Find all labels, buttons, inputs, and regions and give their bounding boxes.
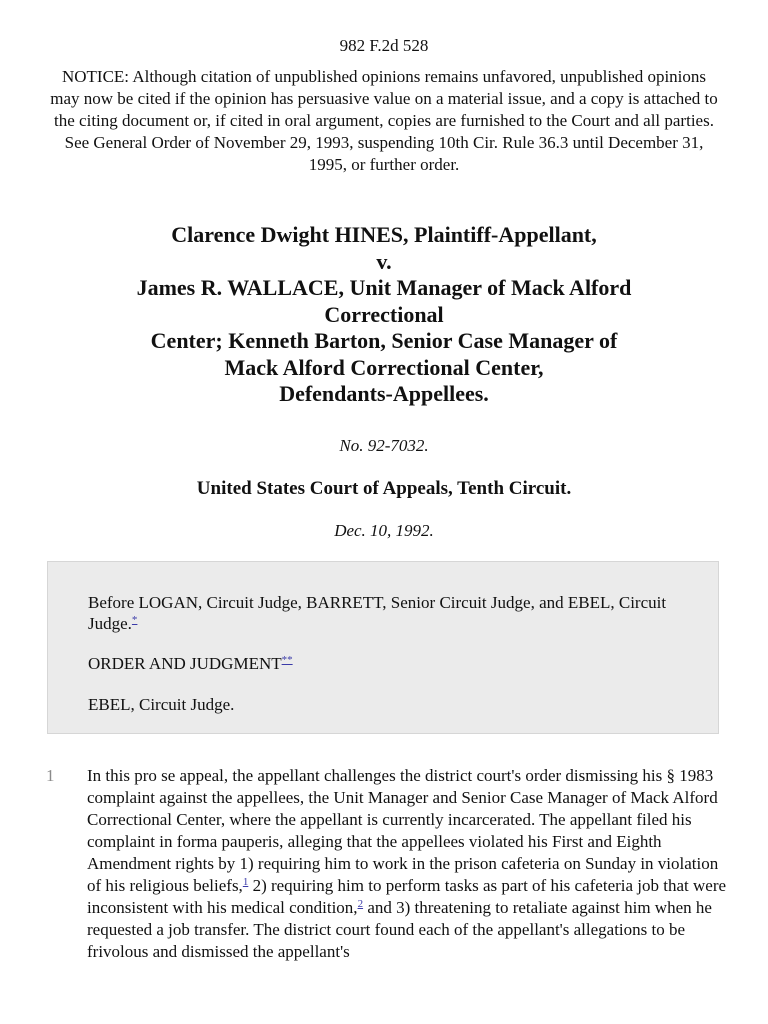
footnote-link-star[interactable]: * [131,614,138,626]
case-citation: 982 F.2d 528 [339,36,429,55]
paragraph-number: 1 [46,766,55,785]
court-name: United States Court of Appeals, Tenth Circuit. [196,478,572,499]
caption-defendant-line-1: James R. WALLACE, Unit Manager of Mack Alford [136,275,632,300]
opinion-author: EBEL, Circuit Judge. [88,695,235,714]
caption-defendant-line-3: Center; Kenneth Barton, Senior Case Manager of [150,328,618,353]
caption-defendant-line-5: Defendants-Appellees. [279,381,489,406]
footnote-link-1[interactable]: 1 [242,876,249,888]
opinion-paragraph [87,765,727,963]
caption-plaintiff: Clarence Dwight HINES, Plaintiff-Appellant, [171,222,597,247]
publication-notice: NOTICE: Although citation of unpublished opinions remains unfavored, unpublished opinions may now be cited if the opinion has persuasive value on a material issue, and a copy is attached to the citing document or, if cited in oral argument, copies are furnished to the Court and all parties. See General Order of November 29, 1993, suspending 10th Cir. Rule 36.3 until December 31, 1995, or further order. [50,67,718,174]
case-caption [60,222,708,408]
footnote-link-double-star[interactable]: ** [281,654,293,666]
docket-number: No. 92-7032. [339,436,429,455]
caption-versus: v. [376,248,392,274]
caption-defendant-line-2: Correctional [324,301,444,327]
opinion-text-part-1: In this pro se appeal, the appellant challenges the district court's order dismissing his § 1983 complaint against the appellees, the Unit Manager and Senior Case Manager of Mack Alford Correctional Center, where the appellant is currently incarcerated. The appellant filed his complaint in forma pauperis, alleging that the appellees violated his First and Eighth Amendment rights by 1) requiring him to work in the prison cafeteria on Sunday in violation of his religious beliefs, [87,766,719,895]
caption-defendant-line-4: Mack Alford Correctional Center, [224,354,544,380]
order-heading-text: ORDER AND JUDGMENT [88,654,282,673]
judges-panel [47,561,719,734]
before-judges-text: Before LOGAN, Circuit Judge, BARRETT, Senior Circuit Judge, and EBEL, Circuit Judge. [88,593,667,633]
footnote-link-2[interactable]: 2 [357,898,364,910]
opinion-text-part-2: 2) requiring him to perform tasks as part of his cafeteria job that were inconsistent with his medical condition, [87,876,727,917]
before-judges [88,592,668,634]
order-and-judgment-heading [88,653,668,674]
decision-date: Dec. 10, 1992. [334,521,434,540]
opinion-text-part-3: and 3) threatening to retaliate against him when he requested a job transfer. The district court found each of the appellant's allegations to be frivolous and dismissed the appellant's [87,898,712,961]
